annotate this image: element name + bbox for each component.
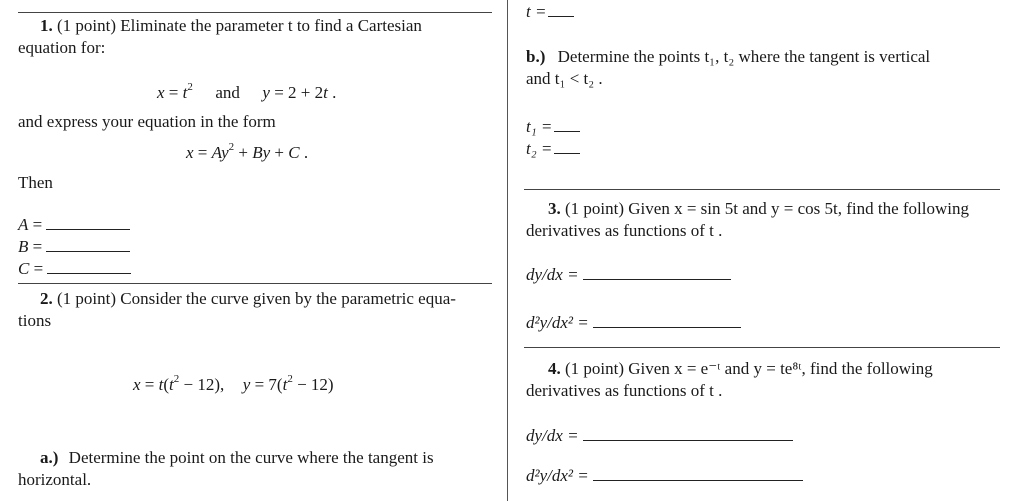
problem-2-heading: 2. (1 point) Consider the curve given by the parametric equa- [40, 289, 456, 308]
answer-C-input[interactable] [47, 273, 131, 274]
problem-1-heading: 1. (1 point) Eliminate the parameter t to find a Cartesian [40, 16, 422, 35]
problem-4-d2ydx2-row: d²y/dx² = [526, 466, 803, 486]
part-b-text-line2: and t₁ < t₂ . [526, 69, 603, 88]
problem-1-then: Then [18, 173, 53, 192]
column-divider [507, 0, 508, 501]
problem-3-d2ydx2-input[interactable] [593, 327, 741, 328]
problem-3-heading: 3. (1 point) Given x = sin 5t and y = cos 5t, find the following [548, 199, 970, 218]
part-b-t2-input[interactable] [554, 153, 580, 154]
answer-A-input[interactable] [46, 229, 130, 230]
problem-1-form-equation: $x = Ay^2 + By + C$ . [186, 141, 309, 162]
part-b-t2-row: t₂ = [526, 139, 580, 159]
answer-C-row: C = [18, 259, 131, 279]
problem-4-heading: 4. (1 point) Given x = e⁻ᵗ and y = te⁸ᵗ, find the following [548, 359, 933, 378]
problem-2-parametric-equations: $x = t(t^2 - 12)$, $y = 7(t^2 - 12)$ [133, 373, 334, 394]
problem-3-dydx-input[interactable] [583, 279, 731, 280]
top-rule-left [18, 12, 492, 13]
answer-B-input[interactable] [46, 251, 130, 252]
part-a-answer-row: t = [526, 2, 574, 22]
problem-2-rule [18, 283, 492, 284]
problem-3-text-line2: derivatives as functions of t . [526, 221, 723, 240]
problem-3-dydx-row: dy/dx = [526, 265, 731, 285]
part-b-t1-row: t₁ = [526, 117, 580, 137]
problem-1-express: and express your equation in the form [18, 112, 276, 131]
problem-4-d2ydx2-input[interactable] [593, 480, 803, 481]
problem-1-text-line2: equation for: [18, 38, 106, 57]
part-a-answer-input[interactable] [548, 16, 574, 17]
answer-A-row: A = [18, 215, 130, 235]
problem-3-rule [524, 189, 1000, 190]
problem-4-rule [524, 347, 1000, 348]
problem-2-text-line2: tions [18, 311, 52, 330]
answer-B-row: B = [18, 237, 130, 257]
problem-3-d2ydx2-row: d²y/dx² = [526, 313, 741, 333]
part-a-heading: a.) Determine the point on the curve where the tangent is [40, 448, 434, 467]
part-a-text-line2: horizontal. [18, 470, 92, 489]
part-b-t1-input[interactable] [554, 131, 580, 132]
problem-4-dydx-row: dy/dx = [526, 426, 793, 446]
problem-4-text-line2: derivatives as functions of t . [526, 381, 723, 400]
problem-1-parametric-equations: $x = t^2$ and y = 2 + 2t . [157, 81, 337, 102]
problem-4-dydx-input[interactable] [583, 440, 793, 441]
part-b-heading: b.) Determine the points t₁, t₂ where the tangent is vertical [526, 47, 931, 66]
